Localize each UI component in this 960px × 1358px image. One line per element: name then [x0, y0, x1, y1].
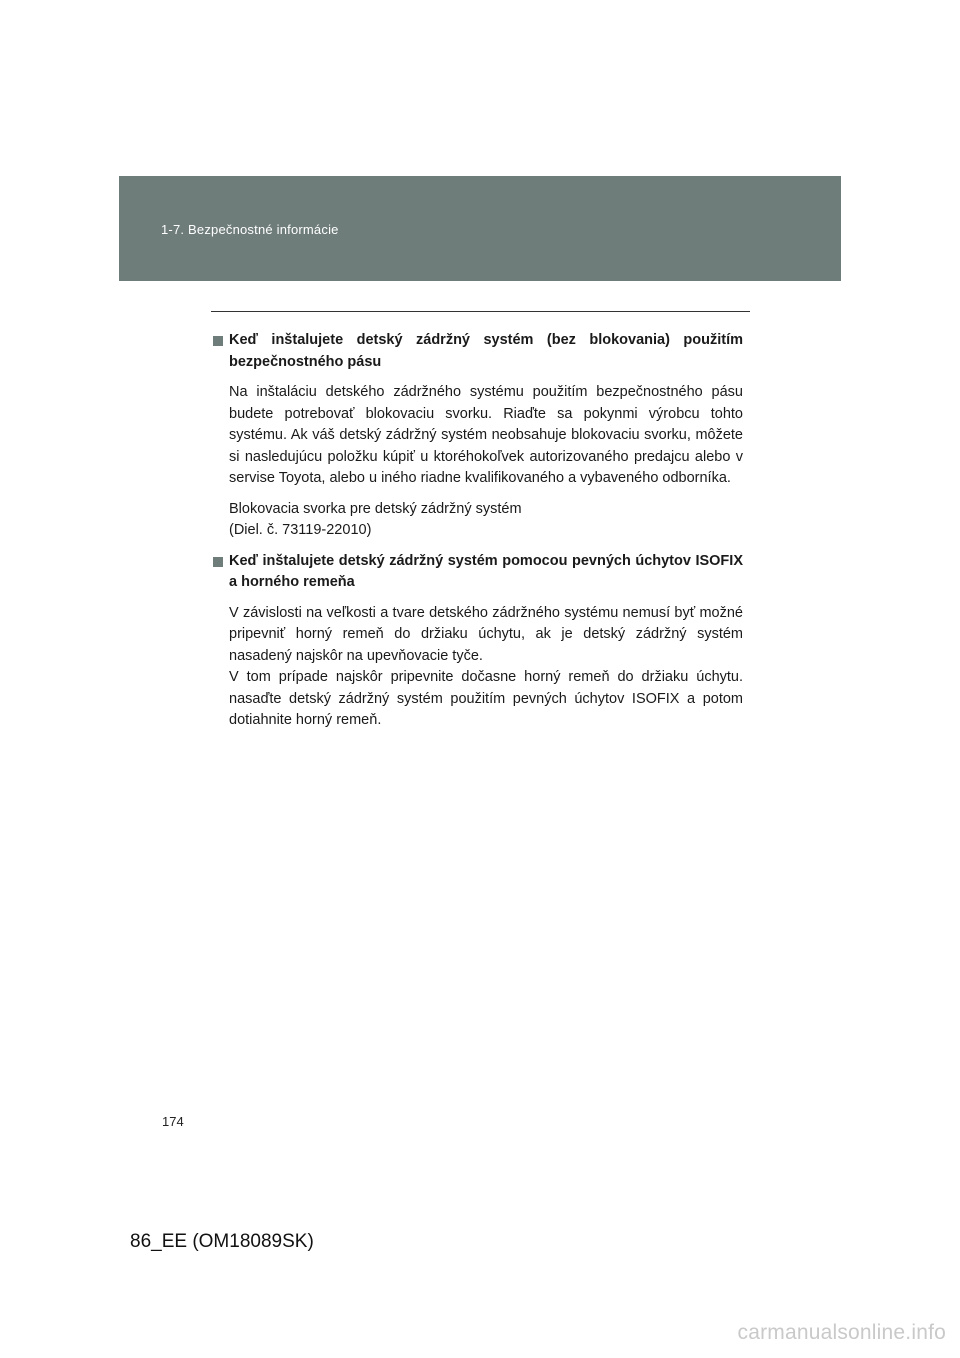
- chapter-header-band: [119, 176, 841, 281]
- page-content: [213, 330, 743, 741]
- isofix-line-2: V tom prípade najskôr pripevnite dočasne horný remeň do držiaku úchytu. nasaďte detský zádržný systém použitím pevných úchytov ISOFIX a potom dotiahnite horný remeň.: [229, 669, 743, 728]
- paragraph-isofix: [213, 603, 743, 732]
- paragraph-part-number: [213, 499, 743, 542]
- square-bullet-icon: [213, 557, 223, 567]
- document-code: 86_EE (OM18089SK): [130, 1231, 314, 1252]
- section-title: 1-7. Bezpečnostné informácie: [161, 222, 339, 237]
- subsection-heading-seatbelt: [213, 330, 743, 373]
- heading-text: Keď inštalujete detský zádržný systém (bez blokovania) použitím bezpečnostného pásu: [229, 332, 743, 370]
- part-name-line: Blokovacia svorka pre detský zádržný systém: [229, 500, 522, 517]
- heading-text: Keď inštalujete detský zádržný systém pomocou pevných úchytov ISOFIX a horného remeňa: [229, 552, 743, 590]
- top-divider: [211, 311, 750, 312]
- watermark-text: carmanualsonline.info: [737, 1321, 946, 1344]
- subsection-heading-isofix: [213, 551, 743, 594]
- square-bullet-icon: [213, 336, 223, 346]
- isofix-line-1: V závislosti na veľkosti a tvare detského zádržného systému nemusí byť možné pripevniť horný remeň do držiaku úchytu, ak je detský zádržný systém nasadený najskôr na upevňovacie tyče.: [229, 604, 743, 664]
- part-number-line: (Diel. č. 73119-22010): [229, 522, 372, 538]
- page-number: 174: [162, 1114, 184, 1129]
- paragraph-locking-clip: Na inštaláciu detského zádržného systému použitím bezpečnostného pásu budete potrebovať blokovaciu svorku. Riaďte sa pokynmi výrobcu tohto systému. Ak váš detský zádržný systém neobsahuje blokovaciu svorku, môžete si nasledujúcu položku kúpiť u ktoréhokoľvek autorizovaného predajcu alebo v servise Toyota, alebo u iného riadne kvalifikovaného a vybaveného odborníka.: [229, 384, 743, 486]
